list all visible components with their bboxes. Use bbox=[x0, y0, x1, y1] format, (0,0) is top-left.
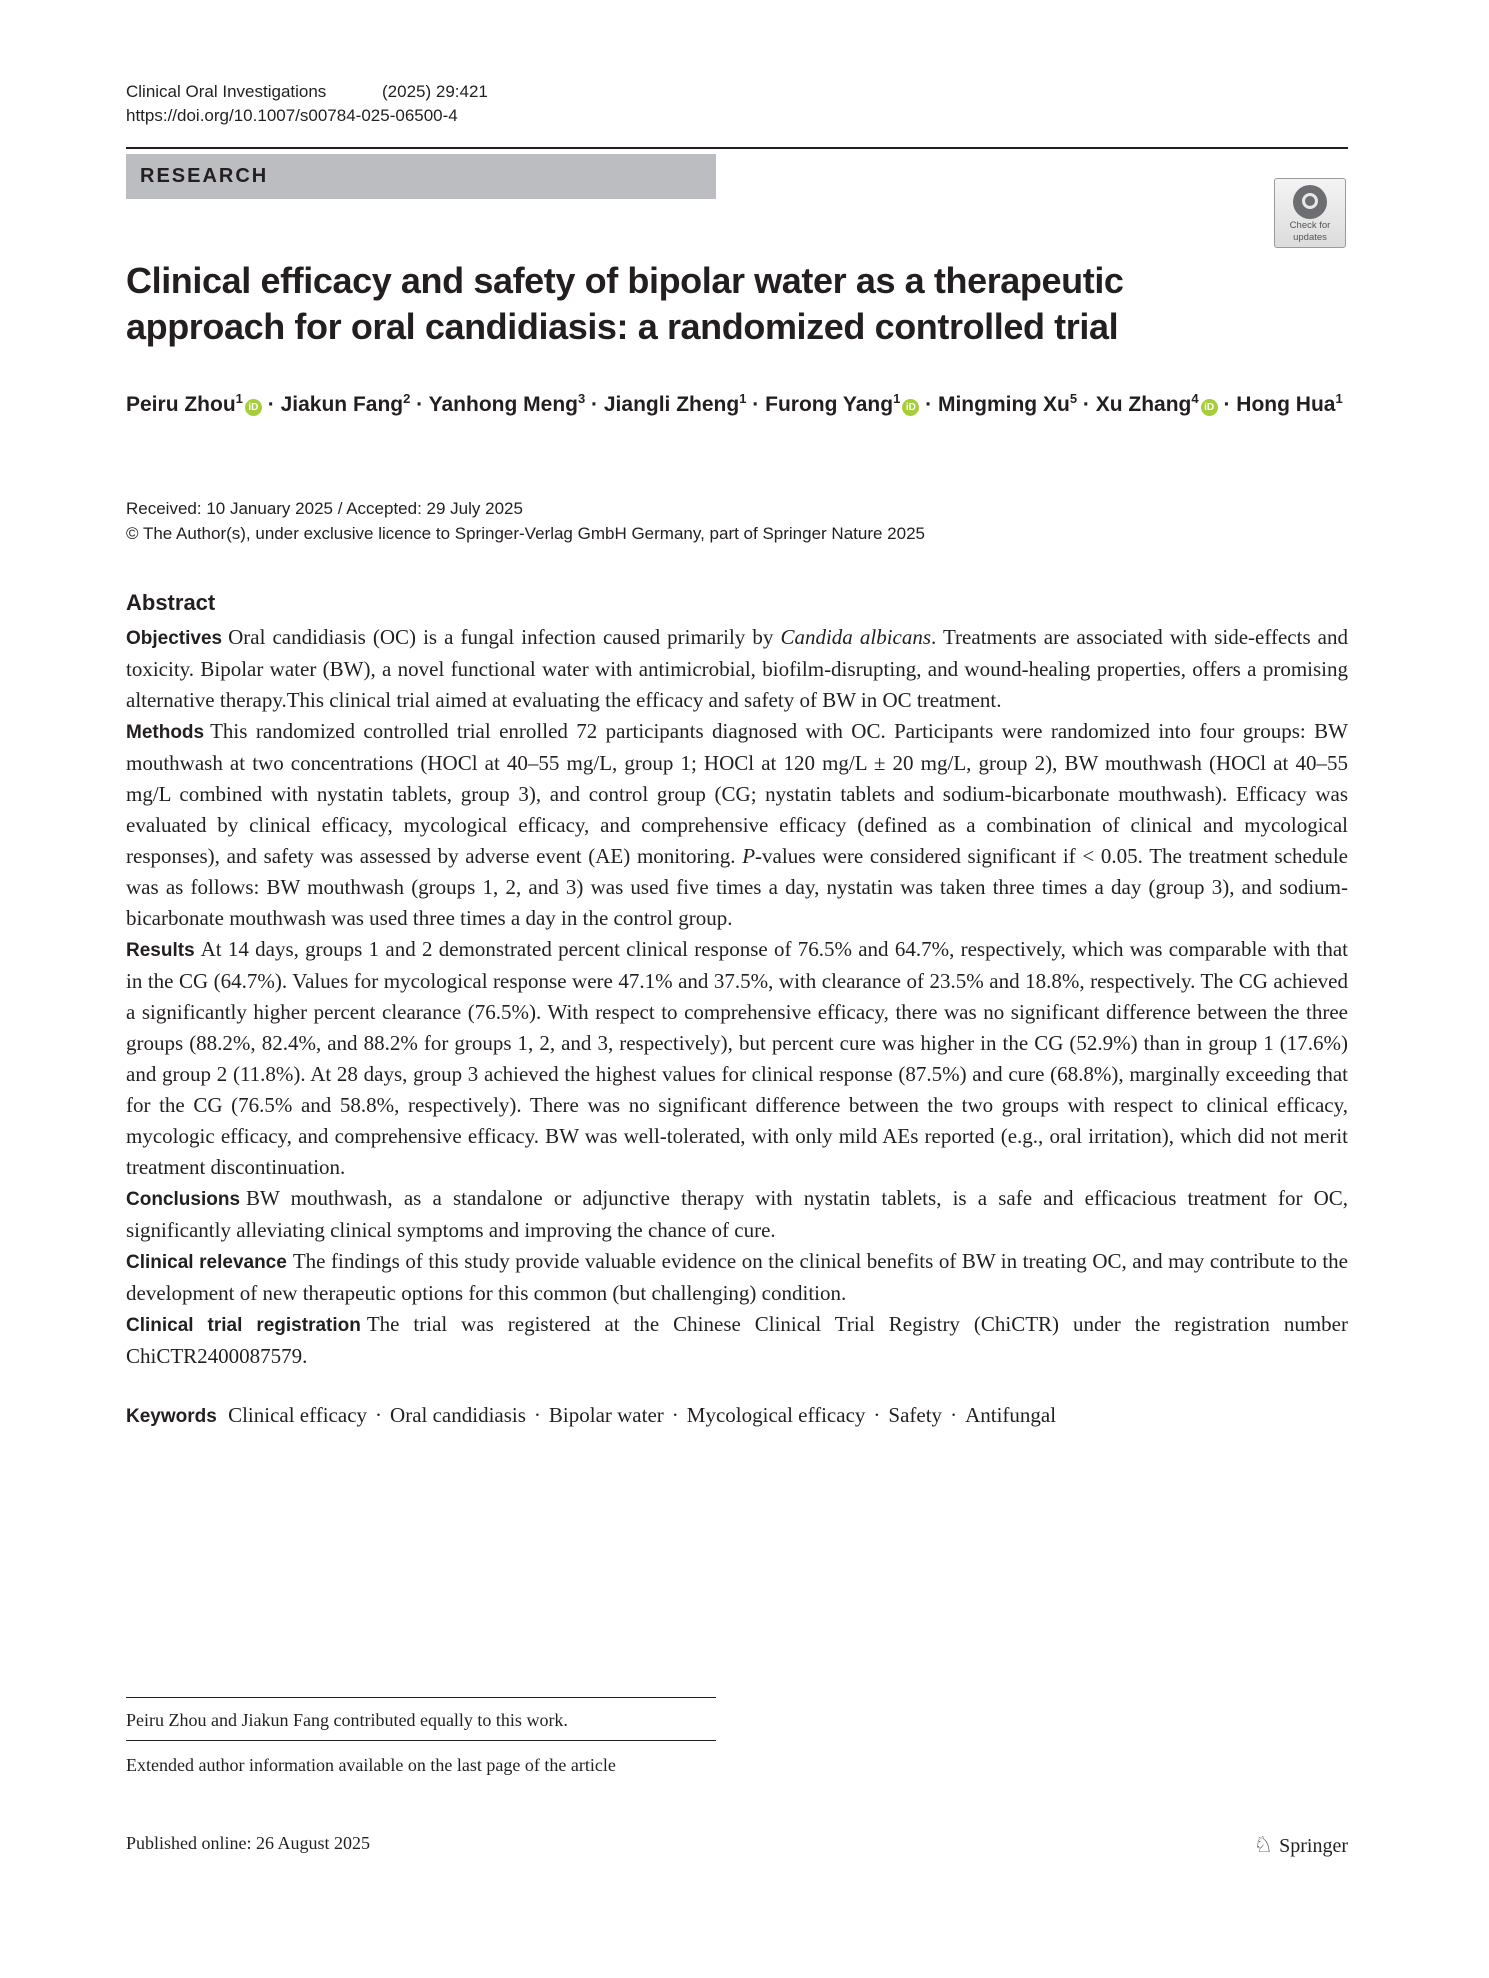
orcid-icon[interactable]: iD bbox=[245, 399, 262, 416]
trial-registration-text: The trial was registered at the Chinese Clinical Trial Registry (ChiCTR) under the registration number ChiCTR2400087579. bbox=[126, 1312, 1348, 1368]
author-separator: · bbox=[585, 393, 604, 416]
trial-registration-paragraph bbox=[126, 1309, 1348, 1372]
header-rule bbox=[126, 147, 1348, 149]
keyword-separator: · bbox=[375, 1403, 383, 1427]
publisher-logo bbox=[1253, 1832, 1348, 1859]
extended-author-info-note: Extended author information available on the last page of the article bbox=[126, 1755, 616, 1775]
author-affiliation: 3 bbox=[577, 391, 586, 406]
author-separator: · bbox=[261, 393, 281, 416]
orcid-icon[interactable]: iD bbox=[1201, 399, 1218, 416]
clinical-relevance-label: Clinical relevance bbox=[126, 1252, 287, 1273]
keywords-label: Keywords bbox=[126, 1406, 217, 1427]
author-separator: · bbox=[746, 393, 766, 416]
keyword-separator: · bbox=[671, 1403, 679, 1427]
orcid-icon[interactable]: iD bbox=[902, 399, 919, 416]
author-name[interactable]: Hong Hua bbox=[1236, 393, 1336, 416]
doi-link[interactable]: https://doi.org/10.1007/s00784-025-06500-4 bbox=[126, 106, 458, 125]
keyword: Clinical efficacy bbox=[228, 1403, 368, 1427]
author-affiliation: 1 bbox=[1335, 391, 1343, 406]
abstract-section bbox=[126, 588, 1348, 1432]
methods-paragraph bbox=[126, 716, 1348, 934]
author-name[interactable]: Yanhong Meng bbox=[428, 393, 578, 416]
abstract-heading: Abstract bbox=[126, 590, 216, 615]
publisher-name: Springer bbox=[1279, 1835, 1348, 1857]
copyright-line: © The Author(s), under exclusive licence to Springer-Verlag GmbH Germany, part of Springer Nature 2025 bbox=[126, 524, 925, 543]
p-value-symbol: P bbox=[742, 844, 756, 868]
published-online-date: Published online: 26 August 2025 bbox=[126, 1833, 371, 1853]
received-accepted: Received: 10 January 2025 / Accepted: 29 July 2025 bbox=[126, 499, 523, 518]
author-affiliation: 5 bbox=[1069, 391, 1078, 406]
equal-contribution-note: Peiru Zhou and Jiakun Fang contributed equally to this work. bbox=[126, 1710, 568, 1730]
methods-text: This randomized controlled trial enrolled 72 participants diagnosed with OC. Participants were randomized into four groups: BW mouthwash at two concentrations (HOCl at 40–55 mg/L, group 1; HOCl at 120 mg/L ± 20 mg/L, group 2), BW mouthwash (HOCl at 40–55 mg/L combined with nystatin tablets, group 3), and control group (CG; nystatin tablets and sodium-bicarbonate mouthwash). Efficacy was evaluated by clinical efficacy, mycological efficacy, and comprehensive efficacy (defined as a combination of clinical and mycological responses), and safety was assessed by adverse event (AE) monitoring. bbox=[126, 719, 1348, 868]
author-name[interactable]: Peiru Zhou bbox=[126, 393, 236, 416]
journal-header bbox=[126, 80, 488, 128]
author-affiliation: 2 bbox=[403, 391, 411, 406]
badge-line-2: updates bbox=[1293, 232, 1327, 243]
keyword: Bipolar water bbox=[548, 1403, 664, 1427]
results-text: At 14 days, groups 1 and 2 demonstrated percent clinical response of 76.5% and 64.7%, respectively, which was comparable with that in the CG (64.7%). Values for mycological response were 47.1% and 37.5%, with clearance of 23.5% and 18.8%, respectively. The CG achieved a significantly higher percent clearance (76.5%). With respect to comprehensive efficacy, there was no significant difference between the three groups (88.2%, 82.4%, and 88.2% for groups 1, 2, and 3, respectively), but percent cure was higher in the CG (52.9%) than in group 1 (17.6%) and group 2 (11.8%). At 28 days, group 3 achieved the highest values for clinical response (87.5%) and cure (68.8%), marginally exceeding that for the CG (76.5% and 58.8%, respectively). There was no significant difference between the two groups with respect to clinical efficacy, mycologic efficacy, and comprehensive efficacy. BW was well-tolerated, with only mild AEs reported (e.g., oral irritation), which did not merit treatment discontinuation. bbox=[126, 937, 1348, 1179]
article-title: Clinical efficacy and safety of bipolar water as a therapeutic approach for oral candidiasis: a randomized controlled trial bbox=[126, 260, 1124, 347]
badge-line-1: Check for bbox=[1289, 220, 1331, 231]
keyword: Antifungal bbox=[965, 1403, 1057, 1427]
author-affiliation: 1 bbox=[893, 391, 901, 406]
author-affiliation: 1 bbox=[739, 391, 747, 406]
species-name: Candida albicans bbox=[780, 625, 932, 649]
section-label: RESEARCH bbox=[126, 154, 716, 199]
objectives-paragraph bbox=[126, 622, 1348, 716]
author-name[interactable]: Jiangli Zheng bbox=[603, 393, 740, 416]
conclusions-paragraph bbox=[126, 1183, 1348, 1246]
author-affiliation: 4 bbox=[1191, 391, 1199, 406]
author-separator: · bbox=[1217, 393, 1237, 416]
keyword: Safety bbox=[888, 1403, 943, 1427]
clinical-relevance-text: The findings of this study provide valuable evidence on the clinical benefits of BW in treating OC, and may contribute to the development of new therapeutic options for this common (but challenging) condition. bbox=[126, 1249, 1349, 1305]
keyword: Mycological efficacy bbox=[686, 1403, 866, 1427]
conclusions-label: Conclusions bbox=[126, 1189, 241, 1210]
journal-name: Clinical Oral Investigations bbox=[126, 82, 327, 101]
keyword-separator: · bbox=[533, 1403, 541, 1427]
clinical-relevance-paragraph bbox=[126, 1246, 1348, 1309]
author-separator: · bbox=[410, 393, 429, 416]
journal-issue: (2025) 29:421 bbox=[382, 82, 488, 101]
conclusions-text: BW mouthwash, as a standalone or adjunctive therapy with nystatin tablets, is a safe and efficacious treatment for OC, significantly alleviating clinical symptoms and improving the chance of cure. bbox=[126, 1186, 1348, 1242]
results-paragraph bbox=[126, 934, 1348, 1183]
springer-horse-icon: ♘ bbox=[1253, 1832, 1274, 1857]
objectives-label: Objectives bbox=[126, 628, 223, 649]
author-separator: · bbox=[1077, 393, 1096, 416]
author-name[interactable]: Furong Yang bbox=[765, 393, 894, 416]
author-separator: · bbox=[919, 393, 938, 416]
objectives-text: Oral candidiasis (OC) is a fungal infection caused primarily by bbox=[228, 625, 781, 649]
methods-text-cont: -values were considered significant if < 0.05. The treatment schedule was as follows: BW mouthwash (groups 1, 2, and 3) was used five times a day, nystatin was taken three times a day (group 3), and sodium-bicarbonate mouthwash was used three times a day in the control group. bbox=[126, 844, 1348, 930]
author-name[interactable]: Jiakun Fang bbox=[280, 393, 404, 416]
footnote-rule bbox=[126, 1697, 716, 1698]
check-for-updates-badge[interactable] bbox=[1274, 178, 1346, 248]
keyword: Oral candidiasis bbox=[390, 1403, 526, 1427]
article-dates bbox=[126, 496, 925, 546]
trial-registration-label: Clinical trial registration bbox=[126, 1315, 361, 1336]
results-label: Results bbox=[126, 940, 195, 961]
footnote-rule-2 bbox=[126, 1740, 716, 1741]
methods-label: Methods bbox=[126, 722, 205, 743]
bookmark-icon bbox=[1293, 185, 1327, 219]
author-name[interactable]: Mingming Xu bbox=[937, 393, 1070, 416]
author-name[interactable]: Xu Zhang bbox=[1095, 393, 1192, 416]
keyword-separator: · bbox=[873, 1403, 881, 1427]
author-list bbox=[126, 388, 1356, 421]
objectives-text-cont: . Treatments are associated with side-effects and toxicity. Bipolar water (BW), a novel functional water with antimicrobial, biofilm-disrupting, and wound-healing properties, offers a promising alternative therapy.This clinical trial aimed at evaluating the efficacy and safety of BW in OC treatment. bbox=[126, 625, 1348, 712]
author-affiliation: 1 bbox=[235, 391, 243, 406]
keywords-line bbox=[126, 1400, 1348, 1432]
keyword-separator: · bbox=[950, 1403, 958, 1427]
